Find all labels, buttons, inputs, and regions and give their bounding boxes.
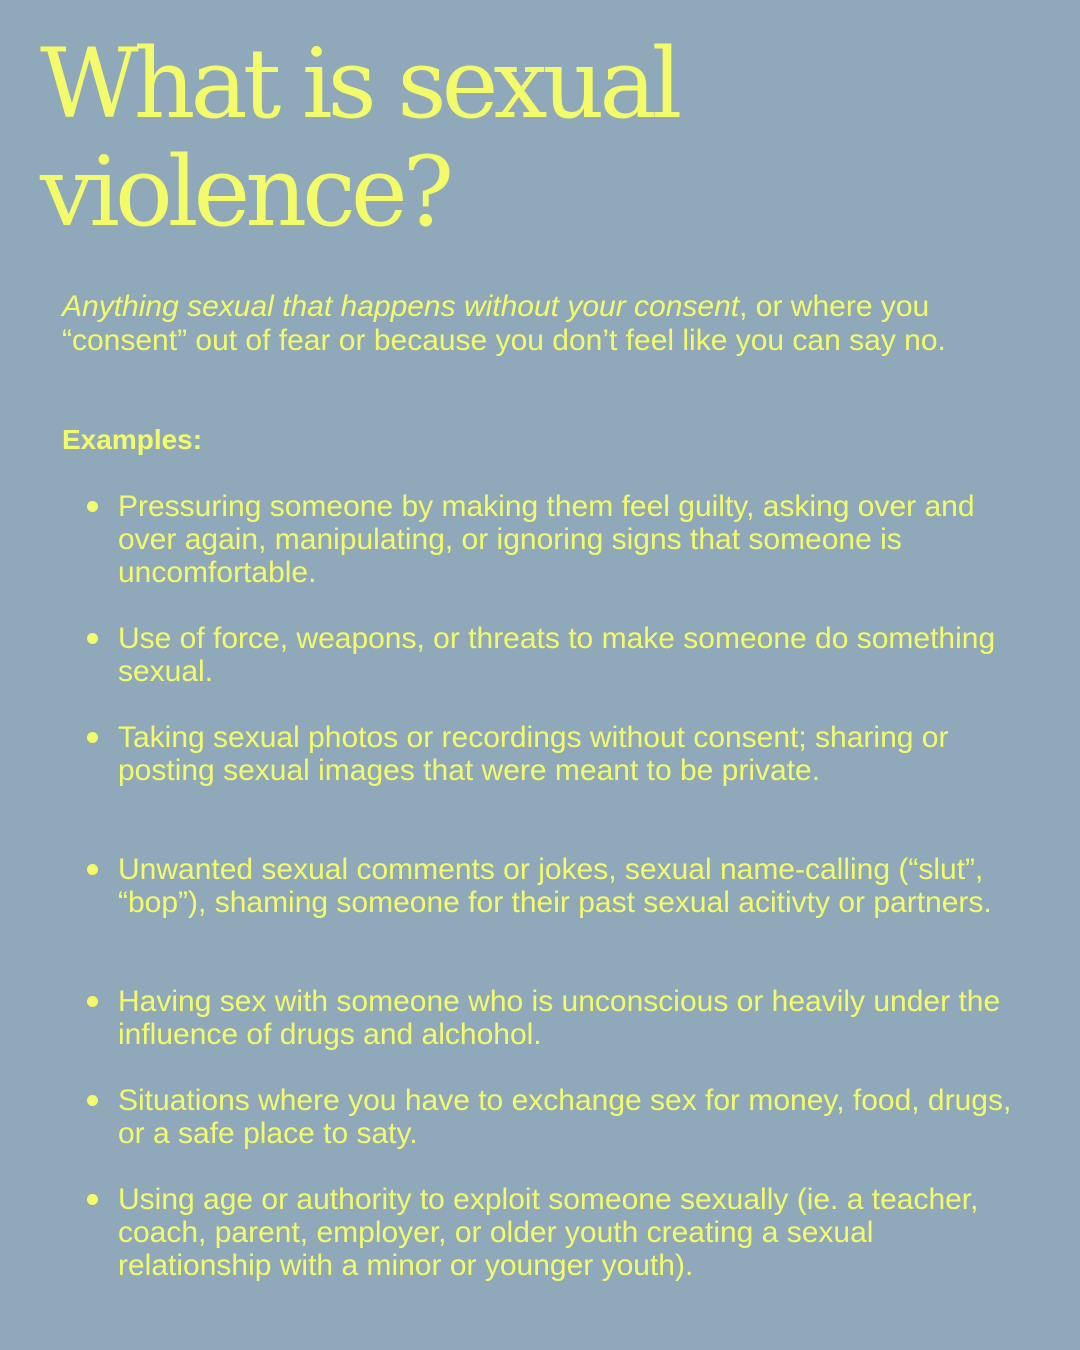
list-item-text: Having sex with someone who is unconscious or heavily under the influence of drugs and alchohol. — [118, 985, 1001, 1051]
bullet-icon — [87, 864, 98, 875]
title-line-1: What is sexual — [40, 28, 678, 140]
list-item-text: Situations where you have to exchange sex for money, food, drugs, or a safe place to saty. — [118, 1084, 1012, 1150]
definition-rest: , or where you “consent” out of fear or because you don’t feel like you can say no. — [62, 290, 946, 357]
definition-paragraph — [62, 290, 1032, 358]
list-item — [118, 1084, 1018, 1150]
examples-heading: Examples: — [62, 424, 203, 455]
bullet-icon — [87, 996, 98, 1007]
bullet-icon — [87, 1095, 98, 1106]
definition-emphasis: Anything sexual that happens without your consent — [62, 290, 740, 323]
list-item — [118, 853, 1018, 919]
list-item — [118, 622, 1018, 688]
bullet-icon — [87, 732, 98, 743]
list-item-text: Pressuring someone by making them feel guilty, asking over and over again, manipulating, or ignoring signs that someone is uncomfortable. — [118, 490, 975, 589]
list-item — [118, 490, 1018, 589]
list-item-text: Taking sexual photos or recordings without consent; sharing or posting sexual images that were meant to be private. — [118, 721, 949, 787]
list-item — [118, 985, 1018, 1051]
page-title — [40, 30, 1040, 246]
title-line-2: violence? — [40, 136, 450, 248]
list-item — [118, 721, 1018, 787]
list-item-text: Using age or authority to exploit someone sexually (ie. a teacher, coach, parent, employer, or older youth creating a sexual relationship with a minor or younger youth). — [118, 1183, 979, 1282]
bullet-icon — [87, 1194, 98, 1205]
list-item — [118, 1183, 1018, 1282]
list-item-text: Unwanted sexual comments or jokes, sexual name-calling (“slut”, “bop”), shaming someone for their past sexual acitivty or partners. — [118, 853, 992, 919]
list-item-text: Use of force, weapons, or threats to make someone do something sexual. — [118, 622, 996, 688]
bullet-icon — [87, 501, 98, 512]
bullet-icon — [87, 633, 98, 644]
